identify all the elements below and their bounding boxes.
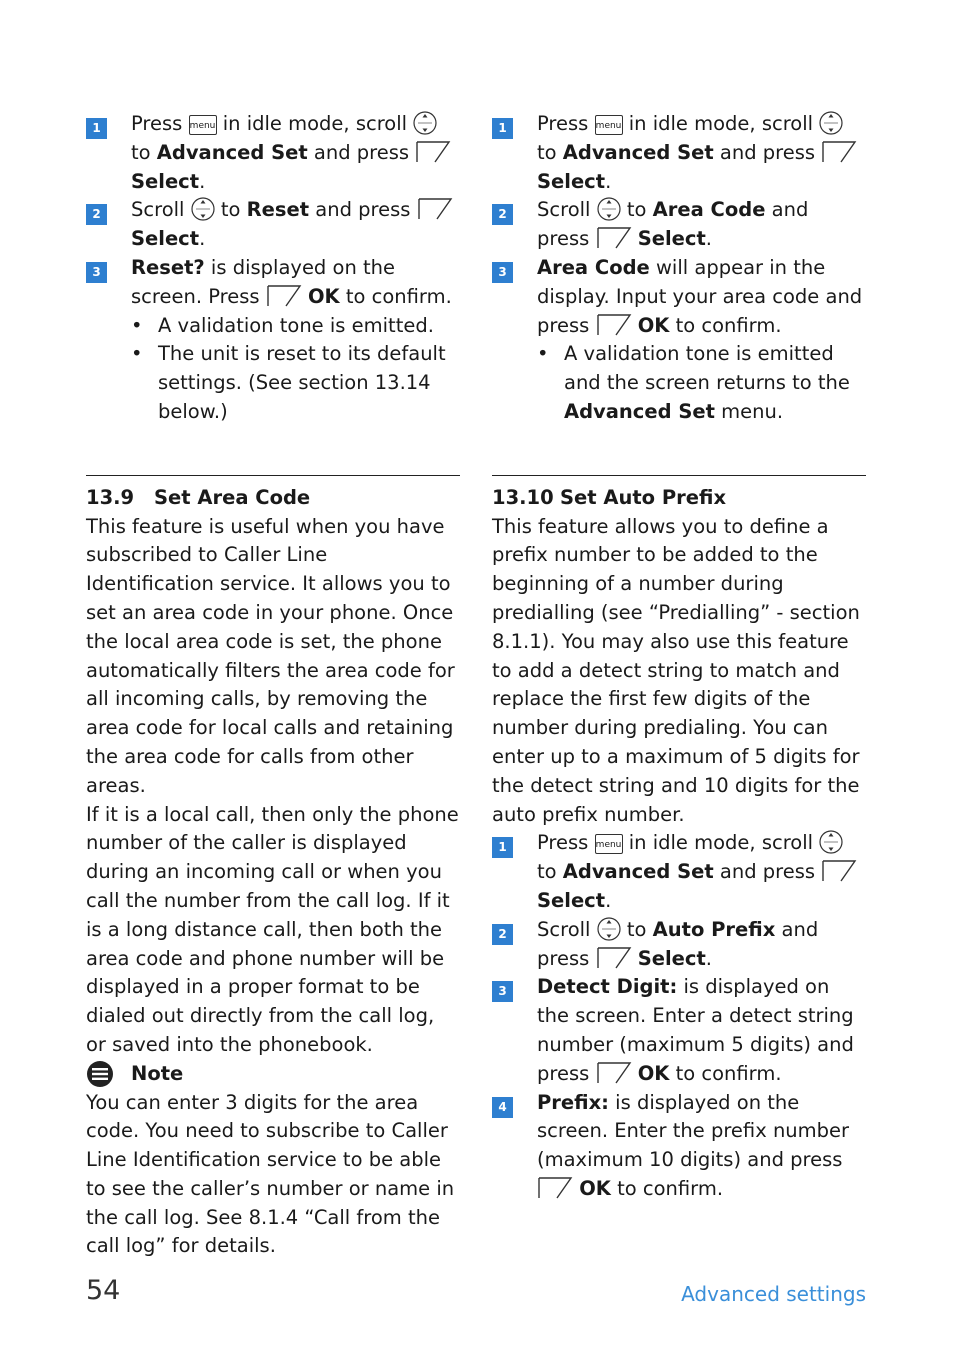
menu-target: Advanced Set bbox=[564, 399, 715, 423]
right-column bbox=[492, 110, 866, 1204]
step-text: to confirm. bbox=[675, 313, 782, 337]
body-paragraph: This feature is useful when you have subscribed to Caller Line Identification service. It allows you to set an area code in your phone. Once the local area code is set, the phone automatically filters the area code for all incoming calls, by removing the area code for local calls and retaining the area code for calls from other areas. bbox=[86, 514, 455, 797]
step-text: Press bbox=[537, 112, 589, 135]
select-label: Select bbox=[637, 946, 706, 970]
period: . bbox=[199, 227, 206, 251]
ok-label: OK bbox=[637, 313, 670, 337]
softkey-icon bbox=[596, 226, 632, 250]
note-icon bbox=[86, 1060, 131, 1088]
step-text: Scroll bbox=[537, 198, 591, 222]
reset-step-3 bbox=[86, 254, 460, 427]
step-text: Scroll bbox=[131, 198, 185, 222]
select-label: Select bbox=[537, 888, 606, 912]
prefix-step-2 bbox=[492, 916, 866, 974]
note-text: You can enter 3 digits for the area code. You need to subscribe to Caller Line Identification service to be able to see the caller’s number or name in the call log. See 8.1.4 “Call from the call log” for details. bbox=[86, 1090, 455, 1258]
step-text: Scroll bbox=[537, 917, 591, 941]
step-text: and press bbox=[537, 198, 809, 251]
step-text: to bbox=[220, 198, 241, 222]
area-step-3 bbox=[492, 254, 866, 427]
step-number: 1 bbox=[86, 118, 107, 139]
prefix-step-4 bbox=[492, 1089, 866, 1204]
step-text: to confirm. bbox=[345, 284, 452, 308]
softkey-icon bbox=[821, 140, 857, 164]
step-text: in idle mode, scroll bbox=[628, 831, 814, 855]
reset-prompt: Reset? bbox=[131, 255, 205, 279]
note-label: Note bbox=[131, 1061, 184, 1085]
step-text: to bbox=[626, 917, 647, 941]
menu-target: Advanced Set bbox=[562, 860, 714, 884]
period: . bbox=[605, 169, 612, 193]
prompt-label: Prefix: bbox=[537, 1090, 609, 1114]
step-text: and press bbox=[313, 140, 410, 164]
step-text: to bbox=[537, 140, 557, 164]
prefix-step-1 bbox=[492, 829, 866, 915]
body-paragraph: If it is a local call, then only the phone number of the caller is displayed during an incoming call or when you call the number from the call log. If it is a long distance call, then both the area code and phone number will be displayed in a proper format to be dialed out directly from the call log, or saved into the phonebook. bbox=[86, 802, 459, 1056]
menu-target: Advanced Set bbox=[562, 140, 714, 164]
softkey-icon bbox=[417, 197, 453, 221]
softkey-icon bbox=[537, 1176, 573, 1200]
step-text: and press bbox=[537, 917, 819, 970]
step-text: and press bbox=[719, 860, 816, 884]
section-number: 13.10 bbox=[492, 485, 554, 509]
scroll-key-icon bbox=[597, 917, 621, 941]
scroll-key-icon bbox=[597, 197, 621, 221]
step-text: is displayed on the screen. Enter a detect string number (maximum 5 digits) and press bbox=[537, 975, 854, 1085]
select-label: Select bbox=[637, 227, 706, 251]
bullet-text: A validation tone is emitted and the screen returns to the bbox=[564, 342, 850, 395]
select-label: Select bbox=[131, 227, 200, 251]
softkey-icon bbox=[596, 946, 632, 970]
menu-target: Area Code bbox=[652, 198, 766, 222]
softkey-icon bbox=[596, 1061, 632, 1085]
area-step-1 bbox=[492, 110, 866, 196]
period: . bbox=[199, 169, 206, 193]
scroll-key-icon bbox=[819, 830, 843, 854]
section-heading bbox=[492, 484, 866, 513]
menu-target: Reset bbox=[246, 198, 310, 222]
section-title: Set Auto Prefix bbox=[560, 485, 727, 509]
page-number: 54 bbox=[86, 1275, 121, 1306]
step-text: will appear in the display. Input your area code and press bbox=[537, 255, 863, 337]
section-13-10 bbox=[492, 475, 866, 1204]
period: . bbox=[605, 888, 612, 912]
select-label: Select bbox=[537, 169, 606, 193]
step-number: 2 bbox=[492, 204, 513, 225]
step-text: is displayed on the screen. bbox=[131, 255, 396, 308]
footer-chapter-title: Advanced settings bbox=[681, 1282, 866, 1306]
step-text: to bbox=[131, 140, 151, 164]
bullet-list bbox=[537, 340, 866, 426]
section-number: 13.9 bbox=[86, 485, 135, 509]
ok-label: OK bbox=[307, 284, 340, 308]
step-text: to confirm. bbox=[617, 1176, 724, 1200]
softkey-icon bbox=[266, 284, 302, 308]
softkey-icon bbox=[596, 313, 632, 337]
scroll-key-icon bbox=[191, 197, 215, 221]
bullet-item: • A validation tone is emitted. bbox=[131, 312, 460, 341]
step-text: to confirm. bbox=[675, 1061, 782, 1085]
body-paragraph: This feature allows you to define a prefix number to be added to the beginning of a number during predialling (see “Predialling” - section 8.1.1). You may also use this feature to add a detect string to match and replace the first few digits of the number during predialing. You can enter up to a maximum of 5 digits for the detect string and 10 digits for the auto prefix number. bbox=[492, 514, 860, 826]
step-text: is displayed on the screen. Enter the prefix number (maximum 10 digits) and press bbox=[537, 1090, 850, 1172]
ok-label: OK bbox=[637, 1061, 670, 1085]
softkey-icon bbox=[821, 859, 857, 883]
period: . bbox=[705, 946, 712, 970]
step-number: 2 bbox=[492, 924, 513, 945]
menu-target: Area Code bbox=[537, 255, 650, 279]
menu-target: Auto Prefix bbox=[652, 917, 776, 941]
scroll-key-icon bbox=[413, 111, 437, 135]
left-column bbox=[86, 110, 460, 1261]
step-number: 1 bbox=[492, 118, 513, 139]
period: . bbox=[705, 227, 712, 251]
step-text: Press bbox=[131, 112, 183, 135]
step-number: 2 bbox=[86, 204, 107, 225]
step-text: to bbox=[626, 198, 647, 222]
menu-key-icon: menu bbox=[595, 834, 623, 854]
bullet-text: menu. bbox=[721, 399, 784, 423]
area-step-2 bbox=[492, 196, 866, 254]
step-number: 1 bbox=[492, 837, 513, 858]
step-text: in idle mode, scroll bbox=[222, 112, 408, 135]
bullet-list bbox=[131, 312, 460, 427]
note-heading bbox=[86, 1060, 460, 1089]
scroll-key-icon bbox=[819, 111, 843, 135]
step-number: 3 bbox=[492, 981, 513, 1002]
step-text: in idle mode, scroll bbox=[628, 112, 814, 135]
step-text: Press bbox=[537, 831, 589, 855]
prefix-step-3 bbox=[492, 973, 866, 1088]
menu-key-icon: menu bbox=[595, 115, 623, 135]
bullet-item bbox=[537, 340, 866, 426]
section-heading bbox=[86, 484, 460, 513]
select-label: Select bbox=[131, 169, 200, 193]
step-text: and press bbox=[315, 198, 411, 222]
step-text: to bbox=[537, 860, 557, 884]
menu-target: Advanced Set bbox=[156, 140, 308, 164]
ok-label: OK bbox=[579, 1176, 611, 1200]
reset-step-1 bbox=[86, 110, 460, 196]
bullet-item: • The unit is reset to its default settings. (See section 13.14 below.) bbox=[131, 340, 460, 426]
step-number: 4 bbox=[492, 1097, 513, 1118]
menu-key-icon: menu bbox=[189, 115, 217, 135]
step-number: 3 bbox=[492, 262, 513, 283]
step-text: and press bbox=[719, 140, 816, 164]
softkey-icon bbox=[415, 140, 451, 164]
section-13-9 bbox=[86, 475, 460, 1262]
prompt-label: Detect Digit: bbox=[537, 975, 678, 999]
reset-step-2 bbox=[86, 196, 460, 254]
section-title: Set Area Code bbox=[154, 485, 311, 509]
step-text: Press bbox=[208, 284, 260, 308]
step-number: 3 bbox=[86, 262, 107, 283]
